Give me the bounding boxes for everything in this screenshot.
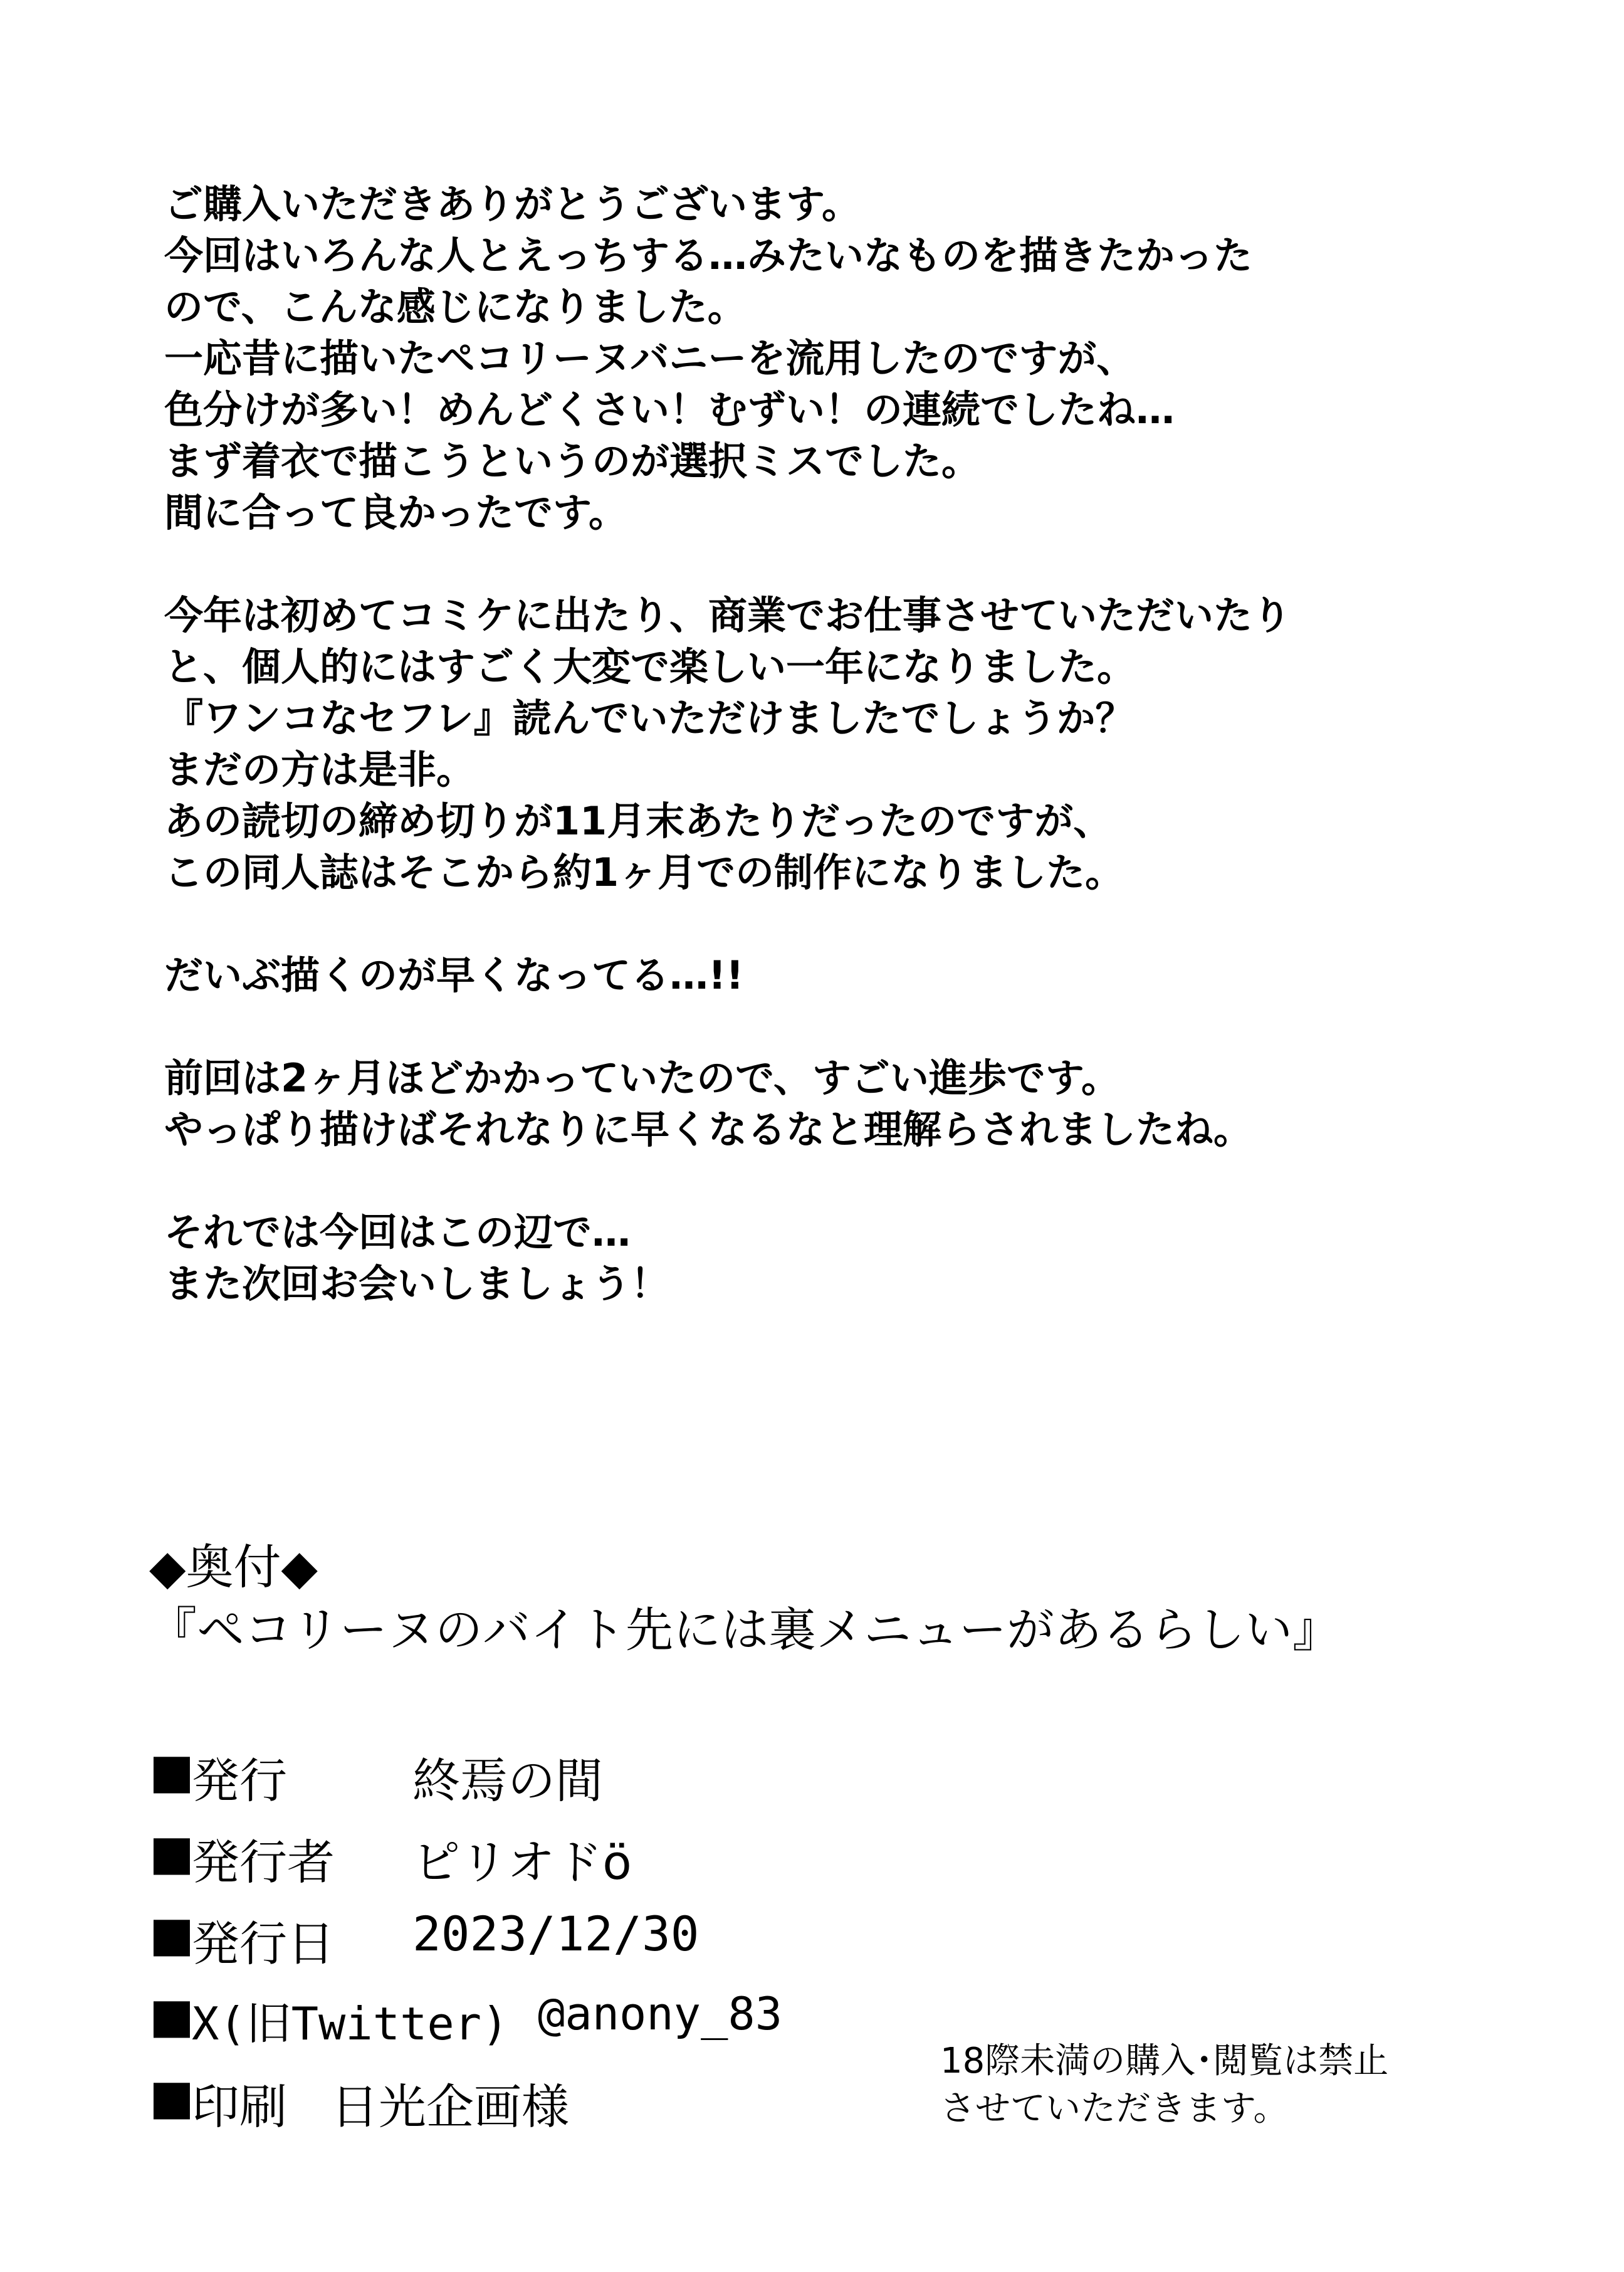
afterword-line: やっぱり描けばそれなりに早くなるなと理解らされましたね。 [164,1107,1253,1152]
publisher-value: 終焉の間 [412,1753,603,1809]
publisher-label: 発行 [192,1753,287,1809]
author-value: ピリオドö [412,1834,632,1890]
date-value: 2023/12/30 [412,1906,699,1962]
afterword-paragraph-5 [164,1207,1574,1310]
afterword-line: 『ワンコなセフレ』読んでいただけましたでしょうか？ [164,695,1134,741]
notice-line: させていただきます。 [940,2088,1289,2129]
colophon [149,1537,1340,1660]
afterword-line: だいぶ描くのが早くなってる…!! [164,952,744,998]
afterword-line: ご購入いただきありがとうございます。 [164,181,861,227]
afterword-line: 一応昔に描いたペコリーヌバニーを流用したのですが、 [164,335,1136,381]
afterword-paragraph-1 [164,179,1574,539]
square-bullet-icon: ■ [149,1824,194,1880]
afterword-line: 間に合って良かったです。 [164,490,628,535]
afterword-paragraph-4 [164,1053,1574,1155]
afterword-line: 今年は初めてコミケに出たり、商業でお仕事させていただいたり [164,592,1292,638]
date-label: 発行日 [192,1916,335,1972]
author-label: 発行者 [192,1834,335,1890]
square-bullet-icon: ■ [149,1743,194,1799]
colophon-info [149,1743,783,2150]
afterword-line: まず着衣で描こうというのが選択ミスでした。 [164,438,981,484]
afterword-line: 今回はいろんな人とえっちする…みたいなものを描きたかった [164,233,1253,278]
colophon-heading: ◆奥付◆ [149,1539,318,1595]
afterword-line: 前回は2ヶ月ほどかかっていたので、すごい進歩です。 [164,1055,1120,1101]
afterword-line: まだの方は是非。 [164,747,476,792]
square-bullet-icon: ■ [149,1987,194,2043]
afterword-line: また次回お会いしましょう！ [164,1261,670,1307]
info-row-sns [149,1987,783,2069]
afterword-line: 色分けが多い！めんどくさい！むずい！の連続でしたね… [164,387,1175,433]
printer-value: 日光企画様 [331,2079,569,2135]
afterword-line: ので、こんな感じになりました。 [164,284,747,330]
book-title: 『ペコリーヌのバイト先には裏メニューがあるらしい』 [149,1602,1340,1658]
paragraph-gap [164,539,1574,590]
paragraph-gap [164,1001,1574,1053]
afterword-line: あの読切の締め切りが11月末あたりだったのですが、 [164,798,1113,844]
afterword [164,179,1574,1310]
printer-label: 印刷 [192,2079,287,2135]
info-row-publisher [149,1743,603,1824]
sns-label: X(旧Twitter) [192,1997,509,2050]
afterword-paragraph-3 [164,950,1574,1001]
paragraph-gap [164,1155,1574,1207]
afterword-line: この同人誌はそこから約1ヶ月での制作になりました。 [164,849,1124,895]
afterword-line: と、個人的にはすごく大変で楽しい一年になりました。 [164,644,1136,690]
sns-handle: @anony_83 [538,1987,783,2040]
info-row-author [149,1824,632,1906]
afterword-line: それでは今回はこの辺で… [164,1209,631,1255]
afterword-paragraph-2 [164,590,1574,898]
notice-line: 18際未満の購入･閲覧は禁止 [940,2041,1389,2081]
square-bullet-icon: ■ [149,1906,194,1962]
age-restriction-notice [940,2038,1388,2133]
paragraph-gap [164,898,1574,950]
info-row-printer [149,2069,569,2150]
square-bullet-icon: ■ [149,2069,194,2125]
info-row-date [149,1906,699,1987]
